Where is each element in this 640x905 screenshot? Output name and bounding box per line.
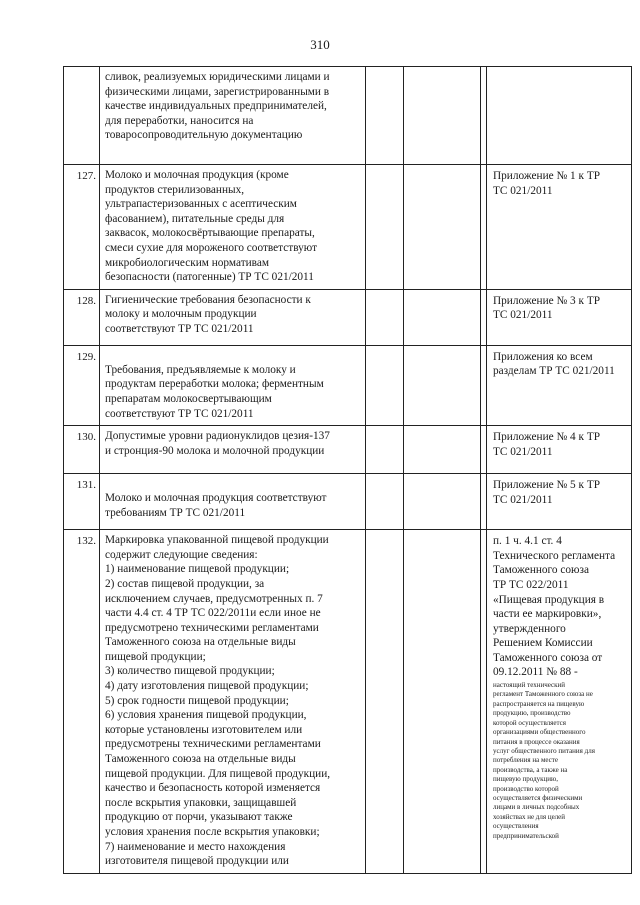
- row-number: 127.: [64, 165, 100, 290]
- requirement-line: 5) срок годности пищевой продукции;: [105, 694, 289, 707]
- requirement-line: пищевой продукции. Для пищевой продукции,: [105, 767, 331, 780]
- requirement-line: для переработки, наносится на: [105, 114, 254, 127]
- requirements-table: [63, 66, 632, 874]
- requirement-line: смеси сухие для мороженого соответствуют: [105, 241, 318, 254]
- requirement-text: [100, 289, 366, 345]
- reference-line: ТР ТС 022/2011: [493, 578, 569, 591]
- table-row: [64, 530, 632, 874]
- requirement-line: 1) наименование пищевой продукции;: [105, 563, 290, 576]
- reference-note-line: хозяйствах не для целей: [493, 812, 566, 821]
- requirement-line: 3) количество пищевой продукции;: [105, 665, 275, 678]
- empty-cell-1: [366, 474, 404, 530]
- table-row: [64, 345, 632, 425]
- reference-cell: [487, 530, 632, 874]
- requirement-line: продуктам переработки молока; ферментным: [105, 378, 324, 391]
- reference-line: разделам ТР ТС 021/2011: [493, 365, 615, 378]
- requirement-line: безопасности (патогенные) ТР ТС 021/2011: [105, 271, 314, 284]
- requirement-line: соответствуют ТР ТС 021/2011: [105, 407, 254, 420]
- reference-line: Приложения ко всем: [493, 350, 593, 363]
- reference-line: Приложение № 3 к ТР: [493, 294, 601, 307]
- reference-note-line: производство которой: [493, 784, 559, 793]
- reference-note-line: распространяется на пищевую: [493, 699, 585, 708]
- requirement-text: [100, 474, 366, 530]
- requirement-line: и стронция-90 молока и молочной продукции: [105, 444, 325, 457]
- table-row: [64, 165, 632, 290]
- row-number: 132.: [64, 530, 100, 874]
- requirement-text: [100, 426, 366, 474]
- table-row: [64, 289, 632, 345]
- reference-line: Технического регламента: [493, 549, 616, 562]
- requirement-line: заквасок, молокосвёртывающие препараты,: [105, 227, 315, 240]
- empty-cell-2: [404, 345, 481, 425]
- requirement-line: молоку и молочным продукции: [105, 308, 257, 321]
- requirement-line: физическими лицами, зарегистрированными в: [105, 85, 330, 98]
- reference-line: п. 1 ч. 4.1 ст. 4: [493, 535, 562, 548]
- requirement-line: содержит следующие сведения:: [105, 548, 258, 561]
- requirement-line: пищевой продукции;: [105, 650, 206, 663]
- requirement-line: которые установлены изготовителем или: [105, 723, 303, 736]
- reference-line: Приложение № 4 к ТР: [493, 431, 601, 444]
- reference-note-line: которой осуществляется: [493, 718, 566, 727]
- empty-cell-2: [404, 165, 481, 290]
- reference-note-line: осуществления: [493, 822, 539, 831]
- requirement-line: Гигиенические требования безопасности к: [105, 293, 311, 306]
- requirement-line: препаратам молокосвертывающим: [105, 392, 272, 405]
- requirement-text: [100, 165, 366, 290]
- reference-cell: [487, 289, 632, 345]
- row-number: 131.: [64, 474, 100, 530]
- table-row: [64, 474, 632, 530]
- requirement-line: предусмотрены техническими регламентами: [105, 738, 321, 751]
- requirement-line: Требования, предъявляемые к молоку и: [105, 363, 296, 376]
- reference-note-line: производства, а также на: [493, 765, 568, 774]
- requirement-line: [105, 477, 362, 491]
- requirement-line: товаросопроводительную документацию: [105, 129, 303, 142]
- empty-cell-2: [404, 426, 481, 474]
- empty-cell-1: [366, 530, 404, 874]
- requirement-line: части 4.4 ст. 4 ТР ТС 022/2011и если иное не: [105, 607, 321, 620]
- reference-line: Приложение № 5 к ТР: [493, 479, 601, 492]
- requirement-line: 4) дату изготовления пищевой продукции;: [105, 680, 309, 693]
- requirement-line: качество и безопасность которой изменяется: [105, 782, 321, 795]
- empty-cell-1: [366, 289, 404, 345]
- requirement-line: требованиям ТР ТС 021/2011: [105, 506, 246, 519]
- reference-line: ТС 021/2011: [493, 445, 553, 458]
- requirement-line: Молоко и молочная продукция соответствуют: [105, 492, 327, 505]
- requirement-line: Таможенного союза на отдельные виды: [105, 753, 296, 766]
- reference-note-line: организациями общественного: [493, 728, 586, 737]
- requirement-line: Допустимые уровни радионуклидов цезия-137: [105, 430, 330, 443]
- requirement-text: [100, 530, 366, 874]
- requirement-line: фасованием), питательные среды для: [105, 212, 285, 225]
- requirement-text: [100, 67, 366, 165]
- reference-line: 09.12.2011 № 88 -: [493, 666, 578, 679]
- requirement-line: сливок, реализуемых юридическими лицами и: [105, 71, 330, 83]
- requirement-line: 2) состав пищевой продукции, за: [105, 577, 265, 590]
- reference-note-line: пищевую продукцию,: [493, 775, 559, 784]
- requirement-line: Маркировка упакованной пищевой продукции: [105, 534, 329, 547]
- reference-cell: [487, 426, 632, 474]
- reference-line: ТС 021/2011: [493, 493, 553, 506]
- reference-line: утвержденного: [493, 622, 566, 635]
- reference-line: Таможенного союза: [493, 564, 589, 577]
- empty-cell-2: [404, 530, 481, 874]
- requirement-line: соответствуют ТР ТС 021/2011: [105, 322, 254, 335]
- reference-note-line: продукцию, производство: [493, 709, 571, 718]
- reference-line: Приложение № 1 к ТР: [493, 170, 601, 182]
- requirement-line: после вскрытия упаковки, защищавшей: [105, 796, 297, 809]
- table-row: [64, 67, 632, 165]
- table-row: [64, 426, 632, 474]
- requirement-line: качестве индивидуальных предпринимателей,: [105, 100, 327, 113]
- reference-note-line: настоящий технический: [493, 681, 566, 690]
- empty-cell-1: [366, 165, 404, 290]
- reference-line: Таможенного союза от: [493, 651, 603, 664]
- requirement-line: предусмотрено техническими регламентами: [105, 621, 319, 634]
- empty-cell-2: [404, 67, 481, 165]
- requirement-line: продукцию от порчи, указывают также: [105, 811, 293, 824]
- reference-note-line: регламент Таможенного союза не: [493, 690, 593, 699]
- reference-note-line: питания в процессе оказания: [493, 737, 580, 746]
- empty-cell-1: [366, 426, 404, 474]
- reference-note-line: услуг общественного питания для: [493, 746, 595, 755]
- empty-cell-1: [366, 345, 404, 425]
- requirement-text: [100, 345, 366, 425]
- reference-note-line: лицами в личных подсобных: [493, 803, 580, 812]
- row-number: 128.: [64, 289, 100, 345]
- requirement-line: условия хранения после вскрытия упаковки;: [105, 826, 320, 838]
- reference-line: «Пищевая продукция в: [493, 593, 605, 606]
- requirement-line: Таможенного союза на отдельные виды: [105, 636, 296, 649]
- requirement-line: изготовителя пищевой продукции или: [105, 855, 289, 868]
- reference-note-line: предпринимательской: [493, 831, 559, 840]
- empty-cell-1: [366, 67, 404, 165]
- reference-line: Решением Комиссии: [493, 637, 593, 650]
- requirement-line: 7) наименование и место нахождения: [105, 840, 286, 853]
- requirement-line: ультрапастеризованных с асептическим: [105, 198, 297, 211]
- row-number: [64, 67, 100, 165]
- requirement-line: Молоко и молочная продукция (кроме: [105, 169, 289, 181]
- empty-cell-2: [404, 474, 481, 530]
- reference-line: ТС 021/2011: [493, 184, 553, 197]
- reference-note-line: потребления на месте: [493, 756, 558, 765]
- requirement-line: микробиологическим нормативам: [105, 256, 270, 269]
- reference-line: ТС 021/2011: [493, 309, 553, 322]
- reference-cell: [487, 165, 632, 290]
- table-body: [64, 67, 632, 874]
- requirement-line: продуктов стерилизованных,: [105, 183, 245, 196]
- reference-cell: [487, 67, 632, 165]
- page-number: 310: [310, 37, 330, 52]
- reference-note-line: осуществляется физическими: [493, 793, 583, 802]
- reference-cell: [487, 345, 632, 425]
- row-number: 129.: [64, 345, 100, 425]
- row-number: 130.: [64, 426, 100, 474]
- requirement-line: исключением случаев, предусмотренных п. 7: [105, 592, 323, 605]
- empty-cell-2: [404, 289, 481, 345]
- reference-cell: [487, 474, 632, 530]
- requirement-line: [105, 349, 362, 363]
- reference-line: части ее маркировки»,: [493, 608, 602, 621]
- requirement-line: 6) условия хранения пищевой продукции,: [105, 709, 307, 722]
